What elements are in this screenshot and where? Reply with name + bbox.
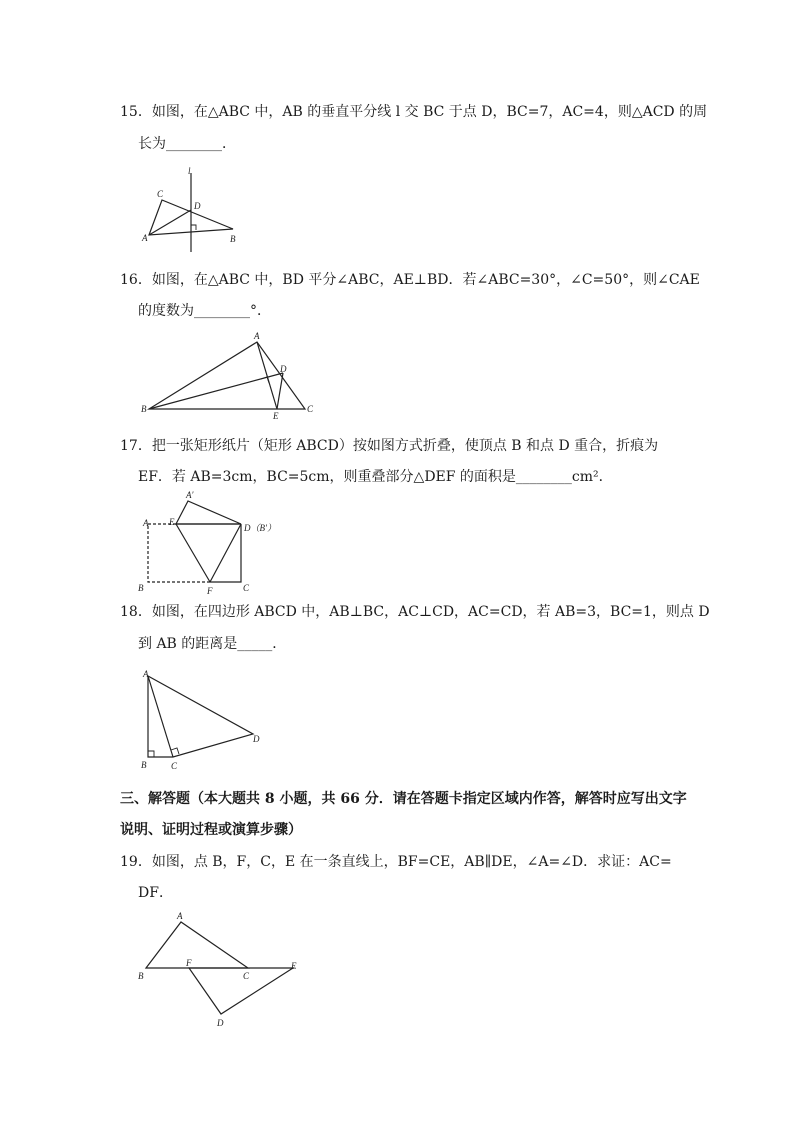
q19-label-b: B [138, 971, 144, 981]
q19-triangle-dfe [189, 968, 293, 1014]
q18-label-a: A [143, 669, 149, 679]
q17-figure [136, 490, 286, 598]
q16-triangle [149, 342, 305, 409]
q17-text-line1: 17．把一张矩形纸片（矩形 ABCD）按如图方式折叠，使顶点 B 和点 D 重合，折痕为 [120, 438, 659, 454]
q15-label-d: D [194, 201, 201, 211]
q18-label-b: B [141, 760, 147, 770]
q17-label-a-prime: A′ [186, 490, 194, 500]
q15-text-line1: 15．如图，在△ABC 中，AB 的垂直平分线 l 交 BC 于点 D，BC=7，AC=4，则△ACD 的周 [120, 104, 708, 120]
q17-label-b: B [138, 583, 144, 593]
q18-figure [138, 668, 268, 776]
section3-heading-line2: 说明、证明过程或演算步骤） [120, 822, 302, 838]
q17-label-f: F [207, 586, 213, 596]
q15-label-l: l [188, 166, 191, 176]
q16-label-a: A [254, 331, 260, 341]
q17-label-e: E [169, 517, 175, 527]
q17-folded-flap [176, 501, 241, 524]
q15-figure [140, 165, 250, 255]
q18-text-line1: 18．如图，在四边形 ABCD 中，AB⊥BC，AC⊥CD，AC=CD，若 AB=3，BC=1，则点 D [120, 604, 710, 620]
q16-label-e: E [273, 411, 279, 421]
q18-label-d: D [253, 734, 260, 744]
q19-label-f: F [186, 958, 192, 968]
q15-right-angle-mark [191, 225, 196, 230]
q19-triangle-abc [146, 922, 248, 968]
q19-figure [136, 910, 306, 1030]
q15-label-b: B [230, 234, 236, 244]
q17-text-line2: EF．若 AB=3cm，BC=5cm，则重叠部分△DEF 的面积是________cm²． [138, 469, 613, 485]
q15-label-a: A [142, 233, 148, 243]
q15-segment-ad [149, 210, 191, 235]
q15-label-c: C [157, 189, 164, 199]
q18-quadrilateral [148, 676, 253, 757]
q16-label-c: C [307, 404, 314, 414]
q16-label-b: B [141, 404, 147, 414]
q17-crease-ef [176, 524, 210, 582]
q15-text-line2: 长为________． [138, 136, 236, 152]
q17-label-a: A [143, 518, 149, 528]
q19-label-d: D [217, 1018, 224, 1028]
q19-label-a: A [177, 911, 183, 921]
q18-right-angle-mark-b [148, 751, 154, 757]
q18-label-c: C [171, 761, 178, 771]
q16-figure [140, 330, 325, 420]
q17-dashed-unfolded-part [148, 524, 210, 582]
q19-text-line1: 19．如图，点 B，F，C，E 在一条直线上，BF=CE，AB∥DE，∠A=∠D．求证：AC= [120, 854, 672, 870]
q16-text-line1: 16．如图，在△ABC 中，BD 平分∠ABC，AE⊥BD．若∠ABC=30°，∠C=50°，则∠CAE [120, 272, 700, 288]
q16-segment-de [277, 373, 283, 409]
q17-segment-df [210, 524, 241, 582]
q19-text-line2: DF． [138, 885, 173, 901]
q19-label-e: E [291, 961, 297, 971]
q17-label-c: C [243, 583, 250, 593]
q17-label-d: D（B′） [244, 523, 276, 533]
q19-label-c: C [243, 971, 250, 981]
q16-text-line2: 的度数为________°． [138, 303, 271, 319]
q16-label-d: D [280, 364, 287, 374]
q18-text-line2: 到 AB 的距离是_____． [138, 636, 287, 652]
section3-heading-line1: 三、解答题（本大题共 8 小题，共 66 分．请在答题卡指定区域内作答，解答时应写出文字 [120, 791, 687, 807]
